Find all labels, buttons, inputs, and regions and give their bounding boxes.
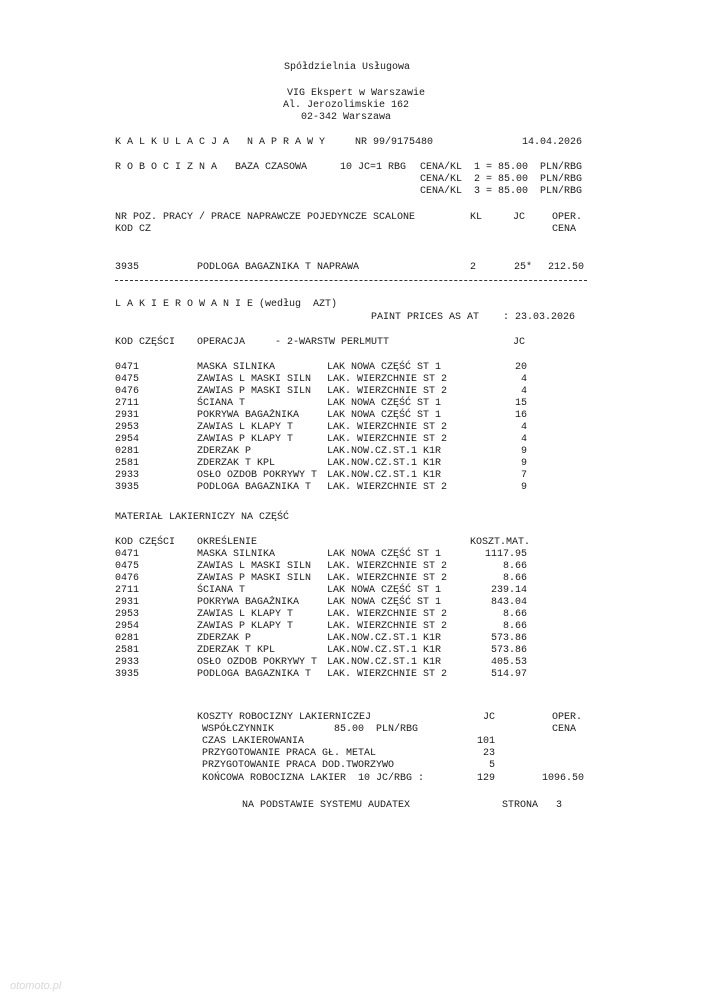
- summary-factor: WSPÓŁCZYNNIK 85.00 PLN/RBG: [202, 724, 419, 735]
- painting-row-operation: LAK NOWA CZĘŚĆ ST 1: [327, 398, 442, 409]
- work-row-desc: PODLOGA BAGAZNIKA T NAPRAWA: [197, 262, 360, 273]
- painting-row-part: POKRYWA BAGAŻNIKA: [197, 410, 300, 421]
- work-header-oper: OPER.: [552, 212, 583, 223]
- material-row-operation: LAK NOWA CZĘŚĆ ST 1: [327, 597, 442, 608]
- material-row-operation: LAK.NOW.CZ.ST.1 K1R: [327, 657, 442, 668]
- labor-rate-1: CENA/KL 1 = 85.00 PLN/RBG: [420, 162, 583, 173]
- material-row-code: 0475: [115, 561, 140, 572]
- material-title: MATERIAŁ LAKIERNICZY NA CZĘŚĆ: [115, 512, 290, 523]
- material-row-part: OSŁO OZDOB POKRYWY T: [197, 657, 318, 668]
- material-row-operation: LAK NOWA CZĘŚĆ ST 1: [327, 549, 442, 560]
- address-line-3: 02-342 Warszawa: [301, 112, 392, 123]
- painting-row-part: ZAWIAS L KLAPY T: [197, 422, 294, 433]
- material-row-code: 2953: [115, 609, 140, 620]
- material-row-code: 0281: [115, 633, 140, 644]
- summary-row-jc: 5: [488, 760, 495, 771]
- painting-row-operation: LAK. WIERZCHNIE ST 2: [327, 386, 448, 397]
- material-row-part: ŚCIANA T: [197, 585, 246, 596]
- material-col-cost: KOSZT.MAT.: [470, 537, 531, 548]
- painting-row-part: PODLOGA BAGAZNIKA T: [197, 482, 312, 493]
- material-row-operation: LAK. WIERZCHNIE ST 2: [327, 669, 448, 680]
- painting-col-operation: OPERACJA - 2-WARSTW PERLMUTT: [197, 337, 390, 348]
- painting-row-operation: LAK. WIERZCHNIE ST 2: [327, 374, 448, 385]
- work-header-desc: NR POZ. PRACY / PRACE NAPRAWCZE POJEDYNCZE SCALONE: [115, 212, 416, 223]
- material-row-cost: 573.86: [490, 645, 527, 656]
- painting-row-operation: LAK.NOW.CZ.ST.1 K1R: [327, 446, 442, 457]
- painting-row-operation: LAK.NOW.CZ.ST.1 K1R: [327, 458, 442, 469]
- material-row-cost: 843.04: [490, 597, 527, 608]
- material-row-cost: 239.14: [490, 585, 527, 596]
- painting-row-code: 0471: [115, 362, 140, 373]
- paint-prices-date: PAINT PRICES AS AT : 23.03.2026: [371, 312, 576, 323]
- material-col-desc: OKREŚLENIE: [197, 537, 258, 548]
- painting-row-code: 2933: [115, 470, 140, 481]
- work-row-code: 3935: [115, 262, 140, 273]
- material-row-part: MASKA SILNIKA: [197, 549, 276, 560]
- summary-oper-header: OPER.: [552, 712, 583, 723]
- work-row-jc: 25*: [513, 262, 532, 273]
- painting-row-code: 0281: [115, 446, 140, 457]
- work-header-jc: JC: [513, 212, 526, 223]
- summary-final-price: 1096.50: [541, 773, 584, 784]
- material-row-code: 2933: [115, 657, 140, 668]
- painting-row-part: ZDERZAK T KPL: [197, 458, 276, 469]
- material-row-code: 2581: [115, 645, 140, 656]
- painting-row-operation: LAK. WIERZCHNIE ST 2: [327, 482, 448, 493]
- material-row-cost: 405.53: [490, 657, 527, 668]
- painting-row-jc: 9: [520, 446, 527, 457]
- work-header-code: KOD CZ: [115, 224, 152, 235]
- work-row-kl: 2: [470, 262, 477, 273]
- painting-row-jc: 9: [520, 482, 527, 493]
- address-line-2: Al. Jerozolimskie 162: [283, 100, 410, 111]
- painting-row-part: ZAWIAS P MASKI SILN: [197, 386, 312, 397]
- material-row-code: 0476: [115, 573, 140, 584]
- material-row-cost: 573.86: [490, 633, 527, 644]
- summary-row-label: PRZYGOTOWANIE PRACA DOD.TWORZYWO: [202, 760, 395, 771]
- painting-row-jc: 4: [520, 374, 527, 385]
- address-line-1: VIG Ekspert w Warszawie: [287, 88, 426, 99]
- material-row-part: ZAWIAS P KLAPY T: [197, 621, 294, 632]
- material-row-part: ZAWIAS P MASKI SILN: [197, 573, 312, 584]
- labor-rate-3: CENA/KL 3 = 85.00 PLN/RBG: [420, 186, 583, 197]
- material-row-cost: 8.66: [502, 561, 527, 572]
- painting-row-code: 2931: [115, 410, 140, 421]
- material-col-code: KOD CZĘŚCI: [115, 537, 176, 548]
- material-row-part: PODLOGA BAGAZNIKA T: [197, 669, 312, 680]
- footer-system: NA PODSTAWIE SYSTEMU AUDATEX: [242, 800, 411, 811]
- labor-base: BAZA CZASOWA: [235, 162, 308, 173]
- material-row-operation: LAK NOWA CZĘŚĆ ST 1: [327, 585, 442, 596]
- material-row-part: ZAWIAS L KLAPY T: [197, 609, 294, 620]
- material-row-code: 2954: [115, 621, 140, 632]
- painting-row-operation: LAK. WIERZCHNIE ST 2: [327, 422, 448, 433]
- watermark: otomoto.pl: [10, 980, 62, 992]
- summary-row-label: PRZYGOTOWANIE PRACA GŁ. METAL: [202, 748, 377, 759]
- calc-number: NR 99/9175480: [355, 137, 434, 148]
- summary-final-jc: 129: [476, 773, 495, 784]
- labor-rate-2: CENA/KL 2 = 85.00 PLN/RBG: [420, 174, 583, 185]
- material-row-operation: LAK. WIERZCHNIE ST 2: [327, 621, 448, 632]
- work-row-price: 212.50: [547, 262, 584, 273]
- material-row-part: POKRYWA BAGAŻNIKA: [197, 597, 300, 608]
- painting-row-jc: 4: [520, 434, 527, 445]
- painting-row-part: OSŁO OZDOB POKRYWY T: [197, 470, 318, 481]
- footer-page: STRONA 3: [502, 800, 563, 811]
- material-row-part: ZDERZAK P: [197, 633, 252, 644]
- summary-jc-header: JC: [483, 712, 496, 723]
- painting-title: L A K I E R O W A N I E (według AZT): [115, 299, 338, 310]
- painting-row-part: ŚCIANA T: [197, 398, 246, 409]
- labor-unit: 10 JC=1 RBG: [340, 162, 407, 173]
- painting-row-code: 2711: [115, 398, 140, 409]
- work-header-cena: CENA: [552, 224, 577, 235]
- material-row-part: ZAWIAS L MASKI SILN: [197, 561, 312, 572]
- calc-date: 14.04.2026: [522, 137, 583, 148]
- material-row-cost: 8.66: [502, 621, 527, 632]
- material-row-part: ZDERZAK T KPL: [197, 645, 276, 656]
- material-row-operation: LAK.NOW.CZ.ST.1 K1R: [327, 645, 442, 656]
- painting-row-jc: 4: [520, 422, 527, 433]
- summary-row-jc: 23: [482, 748, 495, 759]
- material-row-operation: LAK. WIERZCHNIE ST 2: [327, 573, 448, 584]
- painting-row-code: 3935: [115, 482, 140, 493]
- painting-row-part: ZAWIAS L MASKI SILN: [197, 374, 312, 385]
- dashed-divider: [115, 280, 587, 281]
- material-row-code: 3935: [115, 669, 140, 680]
- calc-title: K A L K U L A C J A N A P R A W Y: [115, 137, 326, 148]
- painting-row-code: 2953: [115, 422, 140, 433]
- summary-row-jc: 101: [476, 736, 495, 747]
- material-row-cost: 8.66: [502, 573, 527, 584]
- material-row-code: 2931: [115, 597, 140, 608]
- painting-row-part: MASKA SILNIKA: [197, 362, 276, 373]
- material-row-cost: 514.97: [490, 669, 527, 680]
- painting-row-operation: LAK NOWA CZĘŚĆ ST 1: [327, 362, 442, 373]
- painting-row-code: 0475: [115, 374, 140, 385]
- work-header-kl: KL: [470, 212, 483, 223]
- material-row-code: 2711: [115, 585, 140, 596]
- material-row-operation: LAK. WIERZCHNIE ST 2: [327, 561, 448, 572]
- painting-row-operation: LAK. WIERZCHNIE ST 2: [327, 434, 448, 445]
- company-name: Spółdzielnia Usługowa: [284, 62, 411, 73]
- summary-row-label: CZAS LAKIEROWANIA: [202, 736, 305, 747]
- painting-row-part: ZDERZAK P: [197, 446, 252, 457]
- painting-row-code: 2954: [115, 434, 140, 445]
- painting-row-operation: LAK.NOW.CZ.ST.1 K1R: [327, 470, 442, 481]
- material-row-operation: LAK. WIERZCHNIE ST 2: [327, 609, 448, 620]
- painting-col-code: KOD CZĘŚCI: [115, 337, 176, 348]
- material-row-cost: 8.66: [502, 609, 527, 620]
- painting-row-jc: 15: [514, 398, 527, 409]
- labor-title: R O B O C I Z N A: [115, 162, 218, 173]
- painting-row-jc: 4: [520, 386, 527, 397]
- painting-row-code: 2581: [115, 458, 140, 469]
- painting-col-jc: JC: [513, 337, 526, 348]
- painting-row-jc: 9: [520, 458, 527, 469]
- summary-cena-header: CENA: [552, 724, 577, 735]
- painting-row-code: 0476: [115, 386, 140, 397]
- summary-title: KOSZTY ROBOCIZNY LAKIERNICZEJ: [197, 712, 372, 723]
- summary-final-label: KOŃCOWA ROBOCIZNA LAKIER 10 JC/RBG :: [202, 773, 425, 784]
- material-row-cost: 1117.95: [484, 549, 527, 560]
- painting-row-jc: 7: [520, 470, 527, 481]
- material-row-operation: LAK.NOW.CZ.ST.1 K1R: [327, 633, 442, 644]
- painting-row-operation: LAK NOWA CZĘŚĆ ST 1: [327, 410, 442, 421]
- painting-row-part: ZAWIAS P KLAPY T: [197, 434, 294, 445]
- painting-row-jc: 20: [514, 362, 527, 373]
- painting-row-jc: 16: [514, 410, 527, 421]
- material-row-code: 0471: [115, 549, 140, 560]
